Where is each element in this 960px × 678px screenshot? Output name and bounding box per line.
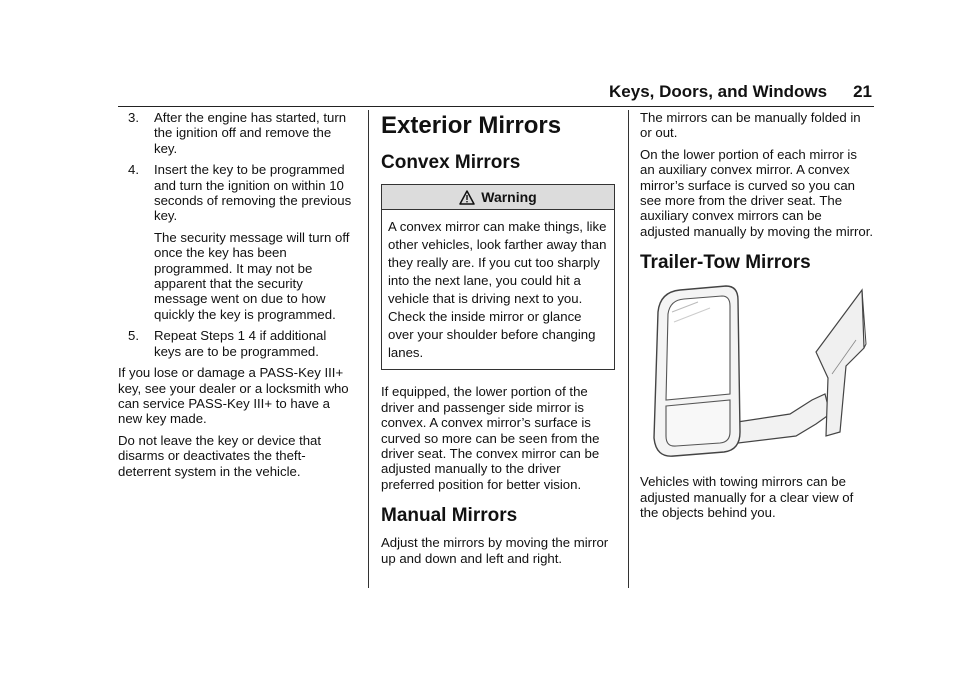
- step-item: [118, 328, 356, 359]
- trailer-tow-paragraph: Vehicles with towing mirrors can be adjusted manually for a clear view of the objects behind you.: [640, 474, 854, 521]
- lost-key-paragraph: If you lose or damage a PASS-Key III+ key, see your dealer or a locksmith who can service PASS-Key III+ to have a new key made.: [118, 365, 349, 427]
- warning-text: A convex mirror can make things, like other vehicles, look farther away than they really are. If you cut too sharply into the next lane, you could hit a vehicle that is driving next to you. Check the inside mirror or glance over your shoulder before changing lanes.: [388, 219, 607, 361]
- warning-triangle-icon: [459, 190, 475, 205]
- trailer-tow-mirror-illustration: [640, 282, 874, 462]
- warning-header: [382, 185, 614, 210]
- step-number: 5.: [128, 328, 139, 344]
- manual-paragraph: Adjust the mirrors by moving the mirror up and down and left and right.: [381, 535, 609, 566]
- step-text: After the engine has started, turn the ignition off and remove the key.: [154, 110, 347, 156]
- step-text: Repeat Steps 1 4 if additional keys are to be programmed.: [154, 328, 327, 359]
- convex-mirrors-heading: Convex Mirrors: [381, 152, 521, 173]
- key-warning-paragraph: Do not leave the key or device that disarms or deactivates the theft-deterrent system in the vehicle.: [118, 432, 322, 479]
- step-item: [118, 110, 356, 156]
- header-rule: [118, 106, 874, 107]
- column-left: [118, 110, 356, 485]
- column-divider-1: [368, 110, 369, 588]
- column-middle: [381, 110, 615, 572]
- steps-list: [118, 110, 356, 359]
- convex-paragraph: If equipped, the lower portion of the driver and passenger side mirror is convex. A convex mirror’s surface is curved so more can be seen from the driver seat. The convex mirror can be adjusted manually to the driver preferred position for better vision.: [381, 384, 600, 492]
- fold-paragraph: The mirrors can be manually folded in or out.: [640, 110, 861, 141]
- page-title: Exterior Mirrors: [381, 112, 562, 139]
- manual-mirrors-heading: Manual Mirrors: [381, 505, 518, 527]
- step-number: 4.: [128, 162, 139, 178]
- section-title: Keys, Doors, and Windows: [609, 82, 828, 101]
- step-item: [118, 162, 356, 322]
- page-number: 21: [853, 82, 872, 101]
- step-number: 3.: [128, 110, 139, 125]
- column-right: [640, 110, 874, 526]
- page-header: [609, 82, 872, 102]
- trailer-tow-heading: Trailer-Tow Mirrors: [640, 252, 811, 274]
- auxiliary-mirror-paragraph: On the lower portion of each mirror is an auxiliary convex mirror. A convex mirror’s surface is curved so you can see more from the driver seat. The auxiliary convex mirrors can be adjusted manually by moving the mirror.: [640, 146, 874, 239]
- warning-box: [381, 184, 615, 370]
- warning-label: Warning: [481, 189, 537, 205]
- column-divider-2: [628, 110, 629, 588]
- step-text: Insert the key to be programmed and turn the ignition on within 10 seconds of removing the previous key.: [154, 162, 352, 224]
- step-subtext: The security message will turn off once the key has been programmed. It may not be apparent that the security message went on due to how quickly the key is programmed.: [154, 229, 350, 322]
